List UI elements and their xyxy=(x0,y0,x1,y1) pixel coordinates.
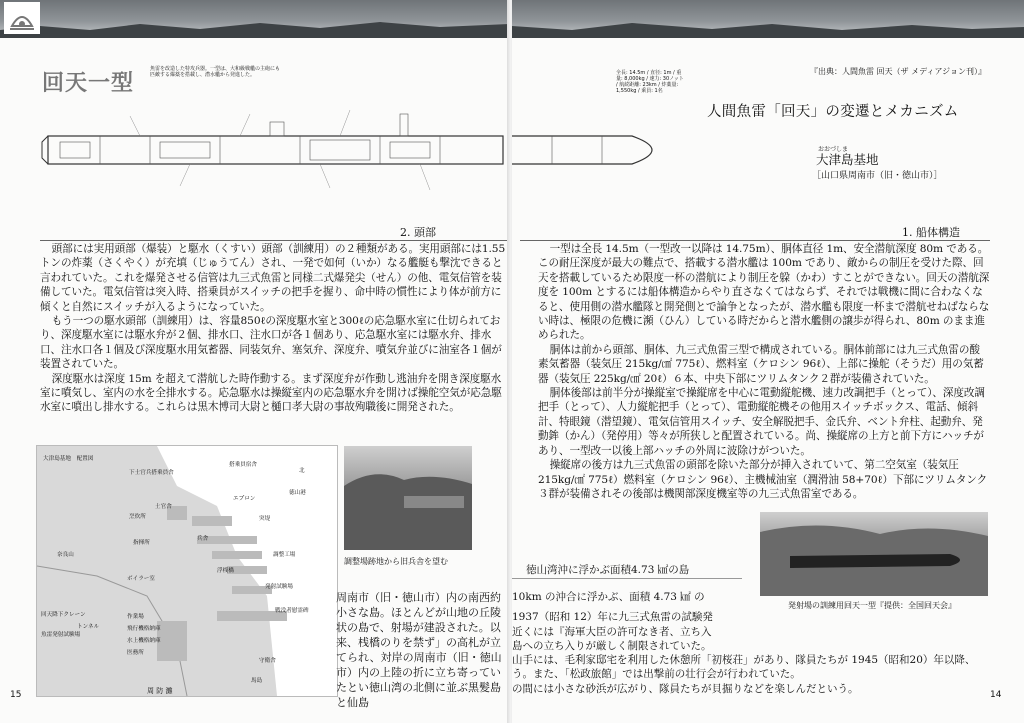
bottom-text xyxy=(512,590,1012,696)
right-rule xyxy=(520,240,990,241)
map-label: 周 防 灘 xyxy=(147,687,173,695)
right-banner xyxy=(512,0,1024,38)
bottom-line: の間には小さな砂浜が広がり、隊員たちが貝掘りなどを楽しんだという。 xyxy=(512,682,859,695)
map-label: 烹炊所 xyxy=(129,514,146,520)
torpedo-diagram xyxy=(40,96,510,206)
map-label: エプロン xyxy=(233,496,256,502)
right-paragraph: 操縦席の後方は九三式魚雷の頭部を除いた部分が挿入されていて、第二空気室（装気圧 215kg/㎠ 775ℓ）燃料室（ケロシン 96ℓ）、主機械油室（潤滑油 58+70ℓ）下部にツリムタンク３群が装備されその後部は機関部深度機室等の九三式魚雷室である。 xyxy=(538,459,988,500)
furigana: おおづしま xyxy=(818,146,848,153)
bottom-line: 近くには『海軍大臣の許可なき者、立ち入 xyxy=(512,625,712,638)
map-label: 下士官兵搭乗員舎 xyxy=(129,470,174,476)
map-label: 指揮所 xyxy=(133,540,150,546)
left-section-heading: 2. 頭部 xyxy=(400,226,436,239)
map-label: 作業場 xyxy=(127,614,144,620)
island-rule xyxy=(512,578,742,579)
diagram-description: 魚雷を改造した特攻兵器。一型は、大和級戦艦の主砲にも匹敵する爆薬を搭載し、潜水艦から発進した。 xyxy=(150,66,281,78)
left-body xyxy=(40,242,508,415)
map-label: 魚雷発射試験場 xyxy=(41,632,81,638)
map-label: 発射試験場 xyxy=(265,584,293,590)
north-arrow-icon: 北 xyxy=(299,468,305,474)
base-title: 大津島基地 xyxy=(816,152,879,167)
map-label: 兵舎 xyxy=(197,536,209,542)
map-label: 戦没者慰霊碑 xyxy=(275,608,309,614)
bottom-line: う。また、「松政旅館」では出撃前の壮行会が行われていた。 xyxy=(512,668,801,681)
map-title: 大津島基地 配置図 xyxy=(43,456,94,462)
middle-text: 周南市（旧・徳山市）内の南西約小さな島。ほとんどが山地の丘陵状の島で、射場が建設された。以来、桟橋のりを禁ず」の高札が立てられ、対岸の周南市（旧・徳山市）内の上陸の折に立ち寄っていたとい徳山湾の北側に並ぶ黒髪島と仙島 xyxy=(336,591,502,709)
map-label: 守衛舎 xyxy=(259,658,276,664)
map-label: 水上機格納庫 xyxy=(127,638,161,644)
left-page xyxy=(0,0,510,723)
map-label: 浮桟橋 xyxy=(217,568,234,574)
bottom-line: 山手には、毛利家邸宅を利用した休憩所「初桜荘」があり、隊員たちが 1945（昭和20）年以降、 xyxy=(512,654,976,667)
base-layout-map xyxy=(36,445,338,697)
map-label: ボイラー室 xyxy=(127,576,155,582)
emblem-icon xyxy=(4,2,40,34)
map-label: 飛行機格納庫 xyxy=(127,626,161,632)
right-page-number: 14 xyxy=(990,690,1002,700)
specs-blurb: 全長: 14.5m / 直径: 1m / 重量: 8,000kg / 速力: 30ノット / 航続距離: 23km / 炸薬量: 1,550kg / 乗員: 1名 xyxy=(616,70,684,94)
left-paragraph: 深度駆水は深度 15m を超えて潜航した時作動する。まず深度弁が作動し逃油弁を開き深度駆水室に噴気し、室内の水を全排水する。応急駆水は操縦室内の応急駆水弁を開けば操舵空気が応急駆水室に噴出し排水する。これらは黒木博司大尉と樋口孝大尉の事故殉職後に開発された。 xyxy=(40,372,502,414)
source-credit: 『出典：人間魚雷 回天（ザ メディアジョン刊）』 xyxy=(810,67,986,76)
left-banner xyxy=(0,0,510,38)
map-label: 徳山港 xyxy=(289,490,306,496)
map-label: トンネル xyxy=(77,624,100,630)
mountain-silhouette xyxy=(0,18,510,38)
bottom-line: 1937（昭和 12）年に九三式魚雷の試験発 xyxy=(512,611,713,624)
kaiten-type1-title: 回天一型 xyxy=(42,71,135,96)
bottom-line: 島への立ち入りが厳しく制限されていた。 xyxy=(512,639,712,652)
map-label: 調整工場 xyxy=(273,552,296,558)
map-label: 土官舎 xyxy=(155,504,172,510)
right-body xyxy=(538,242,990,501)
bottom-line: 10km の沖合に浮かぶ、面積 4.73 ㎢ の xyxy=(512,591,705,603)
photo1-caption: 調整場跡地から旧兵舎を望む xyxy=(344,557,448,566)
left-rule xyxy=(40,240,510,241)
map-label: 奈良山 xyxy=(57,552,74,558)
map-label: 馬島 xyxy=(251,678,263,684)
left-page-number: 15 xyxy=(10,690,22,700)
island-heading: 徳山湾沖に浮かぶ面積4.73 ㎢の島 xyxy=(526,564,690,576)
torpedo-diagram-nose xyxy=(512,96,682,176)
photo2-caption: 発射場の訓練用回天一型『提供：全国回天会』 xyxy=(788,601,956,610)
location-text: ［山口県周南市（旧・徳山市）］ xyxy=(812,171,943,181)
training-kaiten-photo xyxy=(760,512,988,596)
left-paragraph: もう一つの駆水頭部（訓練用）は、容量850ℓの深度駆水室と300ℓの応急駆水室に仕切られており、深度駆水室には駆水弁が２個、排水口、注水口が各１個あり、応急駆水室には駆水弁、排水口、注水口各１個及び深度駆水用気蓄器、同装気弁、塞気弁、深度弁、噴気弁並びに油室各１個が装置されていた。 xyxy=(40,315,502,371)
right-page xyxy=(512,0,1024,723)
map-label: 医務所 xyxy=(127,650,144,656)
map-label: 搭乗員宿舎 xyxy=(229,462,257,468)
right-paragraph: 一型は全長 14.5m（一型改一以降は 14.75m）、胴体直径 1m、安全潜航深度 80m である。この耐圧深度が最大の難点で、搭載する潜水艦は 100m であり、敵からの制圧を受けた際、回天を搭載しているため限度一杯の潜航により制圧を躱（かわ）すことができない。回天の潜航深度を 100m とするには船体構造からやり直さなくてはならず、それでは戦機に間に合わなくなると、使用側の潜水艦隊と開発側とで論争となったが、潜水艦も限度一杯まで潜航せねばならない時は、極限の危機に瀕（ひん）している時だからと潜水艦側の譲歩が得られ、80m のまま進められた。 xyxy=(538,243,990,342)
left-paragraph: 頭部には実用頭部（爆装）と駆水（くすい）頭部（訓練用）の２種類がある。実用頭部には1.55トンの炸薬（さくやく）が充填（じゅうてん）され、一発で如何（いか）なる艦艇も撃沈できると言われていた。これを爆発させる信管は九三式魚雷と同様二式爆発尖（せん）の他、電気信管を装備していた。電気信管は突入時、搭乗員がスイッチの把手を握り、命中時の慣性により体が前方に傾くと自然にスイッチが入るようになっていた。 xyxy=(40,243,506,313)
right-section-heading: 1. 船体構造 xyxy=(902,226,960,239)
mountain-silhouette xyxy=(512,18,1024,38)
right-paragraph: 胴体後部は前半分が操縦室で操縦席を中心に電動縦舵機、速力改調把手（とって）、深度改調把手（とって）、人力縦舵把手（とって）、電動縦舵機その他用スイッチボックス、電話、傾斜計、特眼鏡（潜望鏡）、電気信管用スイッチ、安全解脱把手、金氏弁、ベント弁柱、起動弁、発動鉾（かん）（発停用）等々が所狭しと配置されている。尚、操縦席の上方と前下方にハッチがあり、一型改一以後上部ハッチの外周に波除けがついた。 xyxy=(538,387,985,457)
right-paragraph: 胴体は前から頭部、胴体、九三式魚雷三型で構成されている。胴体前部には九三式魚雷の酸素気蓄器（装気圧 215kg/㎠ 775ℓ）、燃料室（ケロシン 96ℓ）、上部に操舵（そうだ）用の気蓄器（装気圧 225kg/㎠ 20ℓ）６本、中央下部にツリムタンク２群が装備されていた。 xyxy=(538,343,984,385)
map-label: 突堤 xyxy=(259,516,271,522)
map-label: 回天降下クレーン xyxy=(41,612,86,618)
old-barracks-photo xyxy=(344,446,472,550)
main-title: 人間魚雷「回天」の変遷とメカニズム xyxy=(707,104,959,120)
